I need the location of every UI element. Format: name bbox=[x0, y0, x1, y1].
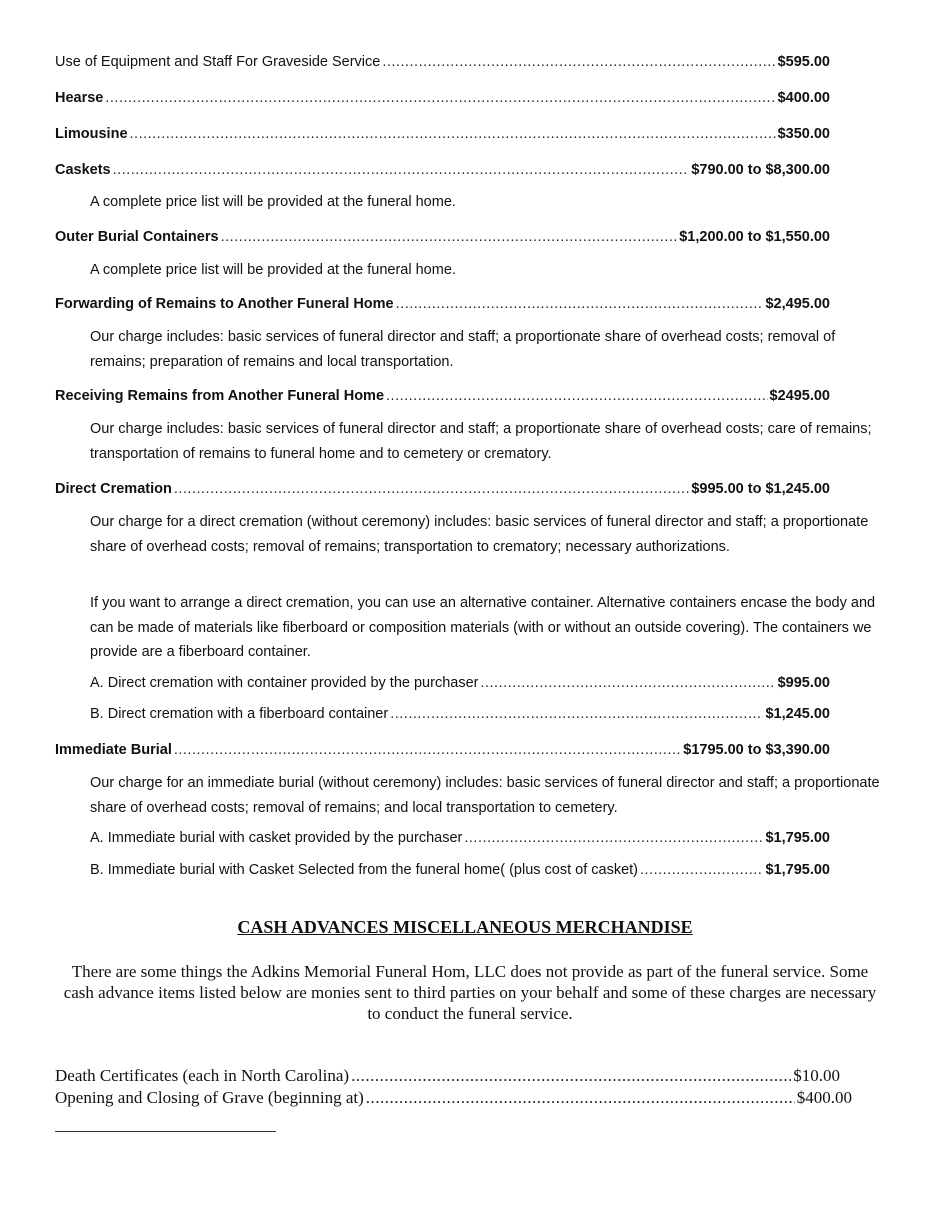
price-value: $1,795.00 bbox=[765, 830, 830, 846]
dot-leader bbox=[366, 1088, 795, 1108]
footnote-divider bbox=[55, 1131, 276, 1132]
price-value: $400.00 bbox=[777, 90, 830, 106]
price-line-immediate-burial-b bbox=[90, 862, 830, 878]
price-line-graveside-service bbox=[55, 54, 830, 70]
price-label: Hearse bbox=[55, 90, 104, 106]
price-line-receiving-remains bbox=[55, 388, 830, 404]
price-value: $350.00 bbox=[777, 126, 830, 142]
immediate-burial-note: Our charge for an immediate burial (without ceremony) includes: basic services of funeral director and staff; a proportionate share of overhead costs; removal of remains; and local transportation to cemetery. bbox=[90, 775, 880, 816]
price-line-immediate-burial bbox=[55, 742, 830, 758]
direct-cremation-note-2: If you want to arrange a direct cremation, you can use an alternative container. Alternative containers encase the body and can be made of materials like fiberboard or composition materials (with or without an outside covering). The containers we provide are a fiberboard container. bbox=[90, 595, 876, 660]
cash-line-death-certificates bbox=[55, 1066, 840, 1086]
price-value: $595.00 bbox=[777, 54, 830, 70]
dot-leader bbox=[113, 162, 690, 178]
forwarding-note: Our charge includes: basic services of funeral director and staff; a proportionate share of overhead costs; removal of remains; preparation of remains and local transportation. bbox=[90, 329, 836, 370]
dot-leader bbox=[386, 388, 768, 404]
price-label: Direct Cremation bbox=[55, 481, 172, 497]
cash-label: Death Certificates (each in North Carolina) bbox=[55, 1066, 350, 1085]
direct-cremation-note-1: Our charge for a direct cremation (without ceremony) includes: basic services of funeral director and staff; a proportionate share of overhead costs; removal of remains; transportation to crematory; necessary authorizations. bbox=[90, 514, 869, 555]
dot-leader bbox=[351, 1066, 791, 1086]
price-label: B. Immediate burial with Casket Selected from the funeral home( (plus cost of casket) bbox=[90, 862, 639, 878]
dot-leader bbox=[105, 90, 775, 106]
dot-leader bbox=[396, 296, 764, 312]
cash-value: $10.00 bbox=[793, 1066, 840, 1085]
price-line-immediate-burial-a bbox=[90, 830, 830, 846]
price-line-direct-cremation bbox=[55, 481, 830, 497]
price-value: $995.00 bbox=[777, 675, 830, 691]
price-value: $1795.00 to $3,390.00 bbox=[683, 742, 830, 758]
price-label: Limousine bbox=[55, 126, 128, 142]
price-line-caskets bbox=[55, 162, 830, 178]
price-label: Outer Burial Containers bbox=[55, 229, 219, 245]
dot-leader bbox=[382, 54, 775, 70]
caskets-note: A complete price list will be provided at the funeral home. bbox=[90, 194, 456, 210]
cash-advances-heading: CASH ADVANCES MISCELLANEOUS MERCHANDISE bbox=[237, 917, 693, 937]
dot-leader bbox=[174, 481, 689, 497]
price-line-outer-burial-containers bbox=[55, 229, 830, 245]
price-label: Receiving Remains from Another Funeral Home bbox=[55, 388, 385, 404]
price-line-forwarding-remains bbox=[55, 296, 830, 312]
cash-label: Opening and Closing of Grave (beginning at) bbox=[55, 1088, 364, 1107]
price-value: $790.00 to $8,300.00 bbox=[691, 162, 830, 178]
price-line-hearse bbox=[55, 90, 830, 106]
dot-leader bbox=[130, 126, 776, 142]
outer-burial-note: A complete price list will be provided at the funeral home. bbox=[90, 262, 456, 278]
dot-leader bbox=[221, 229, 678, 245]
price-label: Use of Equipment and Staff For Graveside Service bbox=[55, 54, 381, 70]
dot-leader bbox=[480, 675, 775, 691]
dot-leader bbox=[464, 830, 763, 846]
price-label: A. Direct cremation with container provided by the purchaser bbox=[90, 675, 479, 691]
price-value: $995.00 to $1,245.00 bbox=[691, 481, 830, 497]
dot-leader bbox=[640, 862, 763, 878]
price-label: Caskets bbox=[55, 162, 111, 178]
price-value: $1,795.00 bbox=[765, 862, 830, 878]
price-value: $2,495.00 bbox=[765, 296, 830, 312]
price-value: $1,245.00 bbox=[765, 706, 830, 722]
price-line-direct-cremation-b bbox=[90, 706, 830, 722]
price-label: Forwarding of Remains to Another Funeral Home bbox=[55, 296, 394, 312]
price-line-limousine bbox=[55, 126, 830, 142]
cash-advances-intro: There are some things the Adkins Memorial Funeral Hom, LLC does not provide as part of the funeral service. Some cash advance items listed below are monies sent to third parties on your behalf and some of these charges are necessary to conduct the funeral service. bbox=[63, 962, 877, 1023]
price-label: B. Direct cremation with a fiberboard container bbox=[90, 706, 389, 722]
price-label: Immediate Burial bbox=[55, 742, 172, 758]
dot-leader bbox=[174, 742, 681, 758]
cash-value: $400.00 bbox=[796, 1088, 852, 1107]
receiving-note: Our charge includes: basic services of funeral director and staff; a proportionate share of overhead costs; care of remains; transportation of remains to funeral home and to cemetery or crematory. bbox=[90, 421, 872, 462]
price-line-direct-cremation-a bbox=[90, 675, 830, 691]
price-label: A. Immediate burial with casket provided by the purchaser bbox=[90, 830, 463, 846]
dot-leader bbox=[390, 706, 763, 722]
price-value: $2495.00 bbox=[769, 388, 830, 404]
price-value: $1,200.00 to $1,550.00 bbox=[679, 229, 830, 245]
cash-line-opening-closing-grave bbox=[55, 1088, 852, 1108]
